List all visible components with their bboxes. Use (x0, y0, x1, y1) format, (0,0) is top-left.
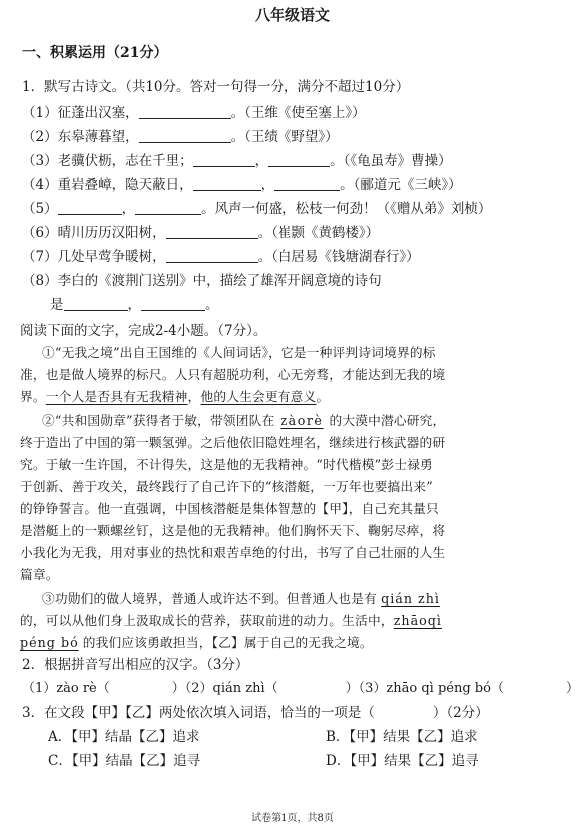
passage-p3-line: péng bó 的我们应该勇敢担当，【乙】属于自己的无我之境。 (20, 635, 373, 650)
passage-p3-line: 的，可以从他们身上汲取成长的营养，获取前进的动力。生活中，zhāoqì (20, 613, 442, 628)
section-heading: 一、积累运用（21分） (22, 45, 168, 61)
pinyin-zaore: zàorè (280, 413, 324, 428)
pinyin-pengbo: péng bó (20, 635, 79, 650)
page-title: 八年级语文 (254, 6, 330, 24)
passage-p2-line: 是潜艇上的一颗螺丝钉，这是他的无我精神。他们胸怀天下、鞠躬尽瘁，将 (20, 523, 446, 538)
q1-stem: 1．默写古诗文。（共10分。答对一句得一分，满分不超过10分） (22, 79, 410, 95)
q1-item-6: （6）晴川历历汉阳树， 。（崔颢《黄鹤楼》） (22, 225, 380, 241)
answer-blank[interactable] (274, 177, 340, 191)
answer-blank[interactable] (139, 129, 231, 143)
answer-blank[interactable] (58, 201, 122, 215)
pinyin-qianzhi: qián zhì (381, 591, 440, 606)
q1-item-1: （1）征蓬出汉塞， 。（王维《使至塞上》） (22, 105, 366, 121)
reading-intro: 阅读下面的文字，完成2-4小题。（7分）。 (20, 323, 267, 339)
q1-item-8: （8）李白的《渡荆门送别》中，描绘了雄浑开阔意境的诗句 (22, 273, 382, 289)
answer-blank[interactable] (166, 249, 258, 263)
answer-blank[interactable] (64, 297, 128, 311)
answer-blank[interactable] (193, 153, 255, 167)
passage-p2-line: 究。于敏一生许国，不计得失，这是他的无我精神。“时代楷模”彭士禄勇 (20, 457, 433, 472)
passage-p2-line: 篇章。 (20, 567, 59, 582)
underlined-sentence: 他的人生会更有意义 (200, 389, 317, 404)
answer-blank[interactable] (166, 225, 258, 239)
passage-p2-line: 终于造出了中国的第一颗氢弹。之后他依旧隐姓埋名，继续进行核武器的研 (20, 435, 446, 450)
q1-item-7: （7）几处早莺争暖树， 。（白居易《钱塘湖春行》） (22, 249, 420, 265)
answer-blank[interactable] (135, 201, 201, 215)
passage-p2-line: ②“共和国勋章”获得者于敏，带领团队在 zàorè 的大漠中潜心研究， (42, 413, 446, 428)
q2-answers: （1）zào rè（ ）（2）qián zhì（ ）（3）zhāo qì péng bó（ ） (22, 681, 579, 696)
q3-option-d[interactable]: D．【甲】结果【乙】追寻 (326, 753, 479, 769)
answer-blank[interactable] (139, 105, 231, 119)
q1-item-4: （4）重岩叠嶂，隐天蔽日， ， 。（郦道元《三峡》） (22, 177, 462, 193)
passage-p1-line: 准，也是做人境界的标尺。人只有超脱功利，心无旁骛，才能达到无我的境 (20, 367, 446, 382)
q1-item-3: （3）老骥伏枥，志在千里； ， 。（《龟虽寿》曹操） (22, 153, 452, 169)
passage-p2-line: 的铮铮誓言。他一直强调，中国核潜艇是集体智慧的【甲】，自己充其量只 (20, 501, 439, 516)
passage-p3-line: ③功勋们的做人境界，普通人或许达不到。但普通人也是有 qián zhì (42, 591, 440, 606)
q1-item-8-continued: 是 ， 。 (50, 297, 219, 313)
underlined-sentence: 一个人是否具有无我精神 (45, 389, 188, 404)
q2-stem: 2．根据拼音写出相应的汉字。（3分） (22, 657, 249, 673)
q3-option-c[interactable]: C．【甲】结晶【乙】追寻 (48, 753, 201, 769)
passage-p2-line: 于创新、善于攻关，最终践行了自己许下的“核潜艇，一万年也要搞出来” (20, 479, 433, 494)
answer-blank[interactable] (193, 177, 261, 191)
page-footer: 试卷第1页，共8页 (251, 813, 334, 824)
q3-stem: 3．在文段【甲】【乙】两处依次填入词语，恰当的一项是（ ）（2分） (22, 705, 489, 721)
passage-p1-line: ①“无我之境”出自王国维的《人间词话》，它是一种评判诗词境界的标 (42, 345, 436, 360)
answer-blank[interactable] (141, 297, 205, 311)
answer-blank[interactable] (268, 153, 330, 167)
q3-option-a[interactable]: A．【甲】结晶【乙】追求 (48, 729, 200, 745)
passage-p1-line: 界。一个人是否具有无我精神，他的人生会更有意义。 (20, 389, 330, 404)
q1-item-5: （5） ， 。风声一何盛，松枝一何劲！（《赠从弟》刘桢） (22, 201, 492, 217)
q3-option-b[interactable]: B．【甲】结果【乙】追求 (326, 729, 478, 745)
pinyin-zhaoqi: zhāoqì (393, 613, 442, 628)
passage-p2-line: 小我化为无我，用对事业的热忱和艰苦卓绝的付出，书写了自己壮丽的人生 (20, 545, 446, 560)
q1-item-2: （2）东皋薄暮望， 。（王绩《野望》） (22, 129, 339, 145)
